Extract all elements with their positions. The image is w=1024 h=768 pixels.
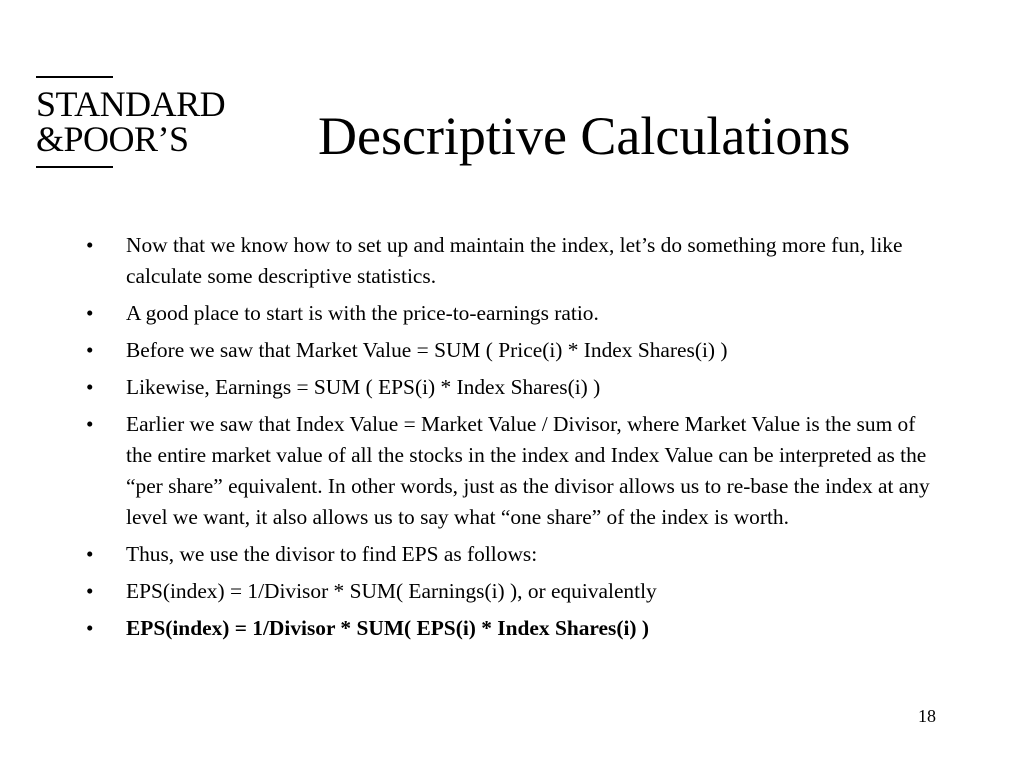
bullet-item — [84, 298, 944, 329]
bullet-dot-icon: • — [86, 301, 94, 325]
bullet-dot-icon: • — [86, 542, 94, 566]
bullet-item — [84, 576, 944, 607]
logo-bottom-rule — [36, 166, 113, 168]
logo-line-2: &POOR’S — [36, 119, 189, 159]
bullet-text: Earlier we saw that Index Value = Market Value / Divisor, where Market Value is the sum of the entire market value of all the stocks in the index and Index Value can be interpreted as the “per share” equivalent. In other words, just as the divisor allows us to re-base the index at any level we want, it also allows us to say what “one share” of the index is worth. — [126, 412, 930, 529]
bullet-dot-icon: • — [86, 233, 94, 257]
bullet-item — [84, 230, 944, 292]
bullet-item — [84, 409, 944, 533]
bullet-text: Thus, we use the divisor to find EPS as follows: — [126, 542, 538, 566]
bullet-text: EPS(index) = 1/Divisor * SUM( EPS(i) * Index Shares(i) ) — [126, 616, 650, 640]
bullet-dot-icon: • — [86, 375, 94, 399]
bullet-text: EPS(index) = 1/Divisor * SUM( Earnings(i) ), or equivalently — [126, 579, 657, 603]
bullet-item — [84, 539, 944, 570]
bullet-item — [84, 372, 944, 403]
bullet-item — [84, 335, 944, 366]
bullet-text: Before we saw that Market Value = SUM ( Price(i) * Index Shares(i) ) — [126, 338, 728, 362]
bullet-list — [84, 230, 944, 650]
page-number: 18 — [918, 706, 936, 726]
bullet-item-bold — [84, 613, 944, 644]
bullet-text: A good place to start is with the price-to-earnings ratio. — [126, 301, 599, 325]
bullet-dot-icon: • — [86, 579, 94, 603]
logo-line-1: STANDARD — [36, 84, 226, 124]
standard-and-poors-logo — [36, 74, 248, 172]
bullet-dot-icon: • — [86, 412, 94, 436]
slide-title: Descriptive Calculations — [318, 106, 851, 166]
bullet-text: Now that we know how to set up and maintain the index, let’s do something more fun, like calculate some descriptive statistics. — [126, 233, 903, 288]
bullet-dot-icon: • — [86, 616, 94, 640]
bullet-dot-icon: • — [86, 338, 94, 362]
logo-top-rule — [36, 76, 113, 78]
bullet-text: Likewise, Earnings = SUM ( EPS(i) * Index Shares(i) ) — [126, 375, 601, 399]
